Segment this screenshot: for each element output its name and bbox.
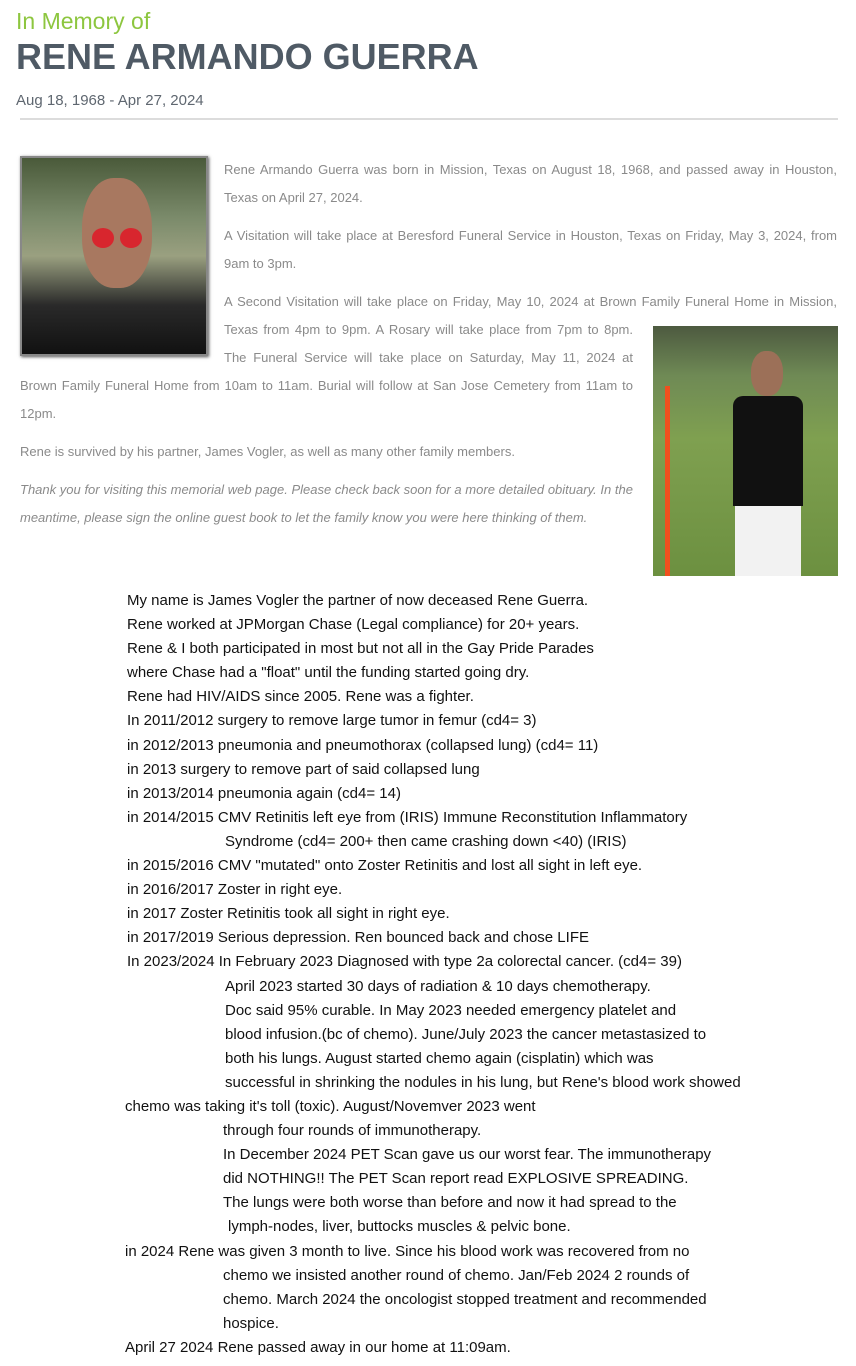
story-line: where Chase had a "float" until the funding started going dry. [127,664,530,682]
bio-paragraph: Thank you for visiting this memorial web page. Please check back soon for a more detailed obituary. In the meantime, please sign the online guest book to let the family know you were here thinking of them. [20,482,633,525]
story-line: in 2017/2019 Serious depression. Ren bounced back and chose LIFE [127,929,589,947]
divider [20,118,838,120]
story-line: chemo was taking it's toll (toxic). August/Novemver 2023 went [125,1097,536,1115]
story-line: hospice. [223,1314,279,1332]
story-line: blood infusion.(bc of chemo). June/July 2023 the cancer metastasized to [225,1025,707,1043]
story-line: did NOTHING!! The PET Scan report read EXPLOSIVE SPREADING. [223,1170,689,1188]
story-line: lymph-nodes, liver, buttocks muscles & pelvic bone. [228,1218,571,1236]
bio-paragraph: A Second Visitation will take place on Friday, May 10, 2024 at Brown Family Funeral Home in Mission, Texas from 4pm to 9pm. A Rosary will take place from 7pm to 8pm. The Funeral Service will take place on Saturday, May 11, 2024 at Brown Family Funeral Home from 10am to 11am. Burial will follow at San Jose Cemetery from 11am to 12pm. [20,294,837,421]
story-line: in 2024 Rene was given 3 month to live. Since his blood work was recovered from no [125,1242,690,1260]
story-line: chemo. March 2024 the oncologist stopped treatment and recommended [223,1290,707,1308]
story-line: Rene had HIV/AIDS since 2005. Rene was a fighter. [127,688,474,706]
story-line: Syndrome (cd4= 200+ then came crashing down <40) (IRIS) [225,832,627,850]
story-line: in 2014/2015 CMV Retinitis left eye from (IRIS) Immune Reconstitution Inflammatory [127,808,688,826]
story-line: Doc said 95% curable. In May 2023 needed emergency platelet and [225,1001,677,1019]
partner-story [0,589,856,1360]
story-line: chemo we insisted another round of chemo. Jan/Feb 2024 2 rounds of [223,1266,690,1284]
story-line: in 2017 Zoster Retinitis took all sight in right eye. [127,905,450,923]
story-line: April 27 2024 Rene passed away in our home at 11:09am. [125,1338,511,1356]
deceased-name: RENE ARMANDO GUERRA [16,36,479,77]
story-line: both his lungs. August started chemo again (cisplatin) which was [225,1049,654,1067]
standing-photo [653,326,838,576]
story-line: in 2015/2016 CMV "mutated" onto Zoster Retinitis and lost all sight in left eye. [127,857,643,875]
in-memory-label: In Memory of [16,8,151,34]
story-line: in 2013 surgery to remove part of said collapsed lung [127,760,480,778]
story-line: successful in shrinking the nodules in his lung, but Rene's blood work showed [225,1073,741,1091]
bio-paragraph: Rene is survived by his partner, James Vogler, as well as many other family members. [20,444,515,459]
story-line: in 2016/2017 Zoster in right eye. [127,881,343,899]
story-line: in 2013/2014 pneumonia again (cd4= 14) [127,784,401,802]
story-line: Rene worked at JPMorgan Chase (Legal compliance) for 20+ years. [127,616,580,634]
story-line: The lungs were both worse than before and now it had spread to the [223,1194,677,1212]
story-line: through four rounds of immunotherapy. [223,1122,482,1140]
story-line: In 2011/2012 surgery to remove large tumor in femur (cd4= 3) [127,712,537,730]
portrait-photo [20,156,208,356]
story-line: In 2023/2024 In February 2023 Diagnosed with type 2a colorectal cancer. (cd4= 39) [127,953,682,971]
story-line: In December 2024 PET Scan gave us our worst fear. The immunotherapy [223,1146,712,1164]
bio-paragraph: A Visitation will take place at Beresford Funeral Service in Houston, Texas on Friday, May 3, 2024, from 9am to 3pm. [224,228,837,271]
story-line: in 2012/2013 pneumonia and pneumothorax (collapsed lung) (cd4= 11) [127,736,599,754]
life-dates: Aug 18, 1968 - Apr 27, 2024 [16,92,204,109]
story-line: My name is James Vogler the partner of now deceased Rene Guerra. [127,592,589,609]
bio-paragraph: Rene Armando Guerra was born in Mission, Texas on August 18, 1968, and passed away in Houston, Texas on April 27, 2024. [224,162,837,205]
story-line: April 2023 started 30 days of radiation & 10 days chemotherapy. [225,977,651,995]
story-line: Rene & I both participated in most but not all in the Gay Pride Parades [127,640,594,658]
